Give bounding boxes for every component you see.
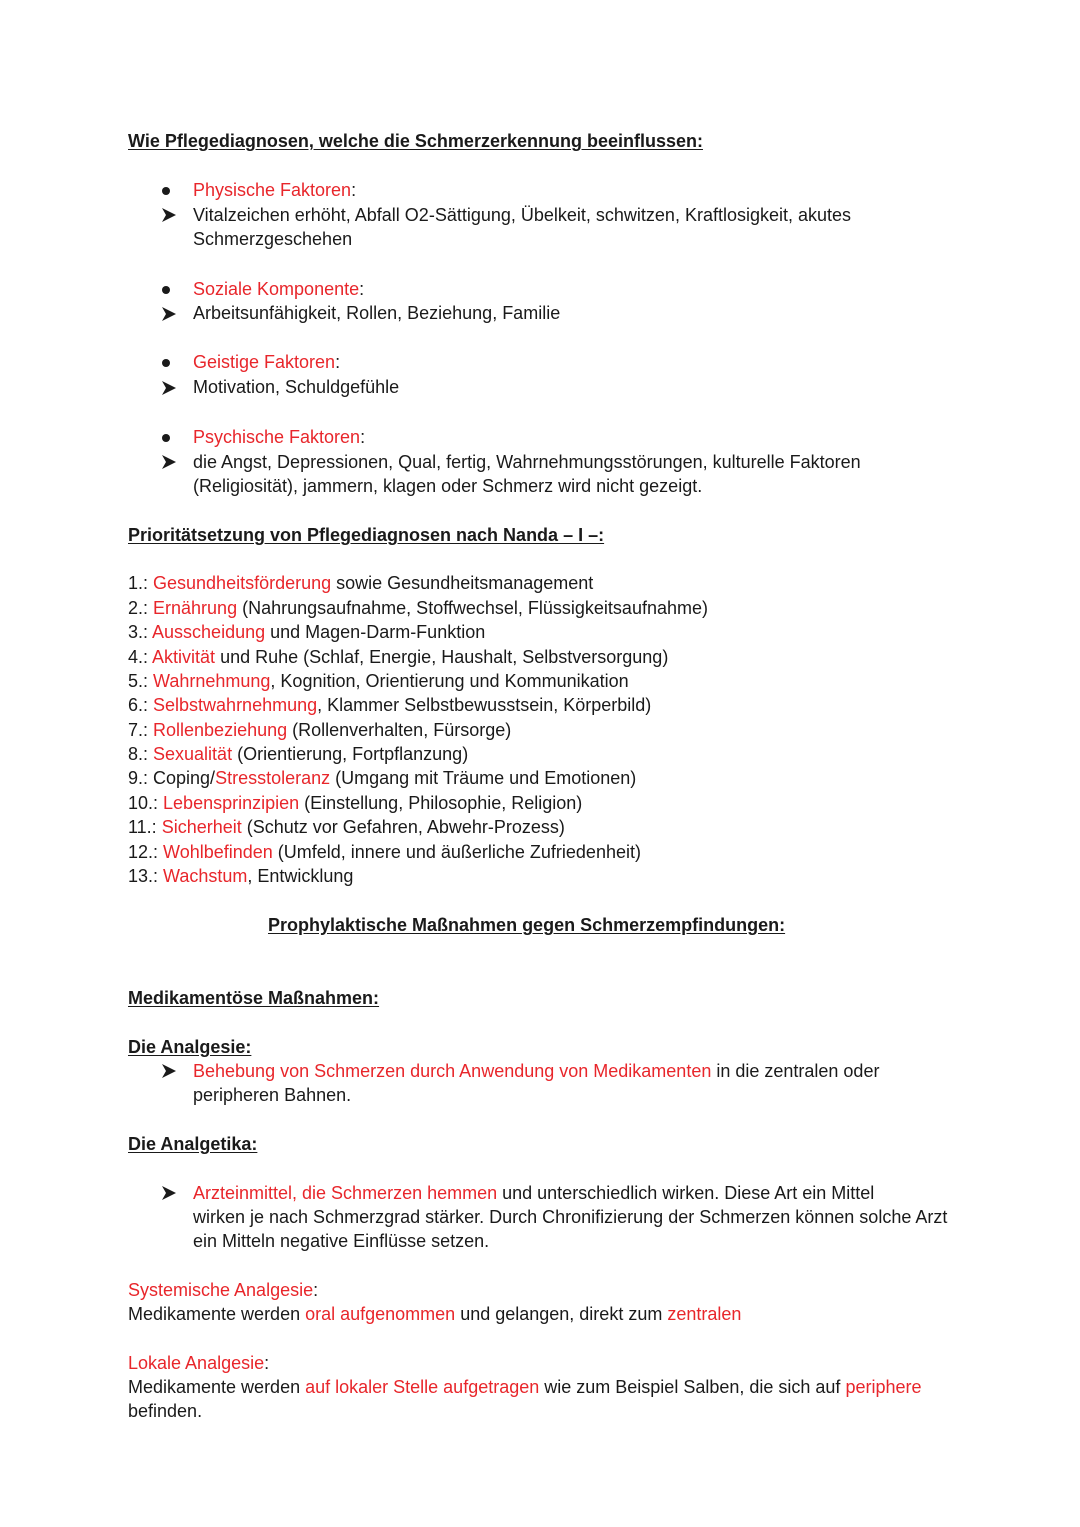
heading-pflegediagnosen: Wie Pflegediagnosen, welche die Schmerzerkennung beeinflussen: xyxy=(128,131,703,151)
list-item: 9.: Coping/Stresstoleranz (Umgang mit Träume und Emotionen) xyxy=(128,768,637,788)
item-text-geistige: Motivation, Schuldgefühle xyxy=(193,377,400,397)
item-title-psychische: Psychische Faktoren: xyxy=(193,427,366,447)
systemische-text: Medikamente werden oral aufgenommen und gelangen, direkt zum zentralen xyxy=(128,1304,742,1324)
bullet-icon xyxy=(162,187,170,195)
list-item: 10.: Lebensprinzipien (Einstellung, Philosophie, Religion) xyxy=(128,793,583,813)
list-item: 13.: Wachstum, Entwicklung xyxy=(128,866,354,886)
list-item: 12.: Wohlbefinden (Umfeld, innere und äußerliche Zufriedenheit) xyxy=(128,842,641,862)
item-text-psychische-2: (Religiosität), jammern, klagen oder Schmerz wird nicht gezeigt. xyxy=(193,476,703,496)
arrow-bullet-icon xyxy=(160,305,178,323)
heading-medikamentoese: Medikamentöse Maßnahmen: xyxy=(128,988,380,1008)
systemische-title: Systemische Analgesie: xyxy=(128,1280,319,1300)
bullet-icon xyxy=(162,286,170,294)
lokale-text-1: Medikamente werden auf lokaler Stelle aufgetragen wie zum Beispiel Salben, die sich auf periphere xyxy=(128,1377,922,1397)
lokale-text-2: befinden. xyxy=(128,1401,203,1421)
list-item: 11.: Sicherheit (Schutz vor Gefahren, Abwehr-Prozess) xyxy=(128,817,565,837)
item-text-physische-1: Vitalzeichen erhöht, Abfall O2-Sättigung, Übelkeit, schwitzen, Kraftlosigkeit, akutes xyxy=(193,205,852,225)
list-item: 8.: Sexualität (Orientierung, Fortpflanzung) xyxy=(128,744,469,764)
item-title-physische: Physische Faktoren: xyxy=(193,180,357,200)
analgetika-text-2: wirken je nach Schmerzgrad stärker. Durch Chronifizierung der Schmerzen können solche Arzt xyxy=(193,1207,948,1227)
list-item: 1.: Gesundheitsförderung sowie Gesundheitsmanagement xyxy=(128,573,594,593)
arrow-bullet-icon xyxy=(160,453,178,471)
bullet-icon xyxy=(162,434,170,442)
analgesie-text-2: peripheren Bahnen. xyxy=(193,1085,352,1105)
heading-analgetika: Die Analgetika: xyxy=(128,1134,258,1154)
item-text-physische-2: Schmerzgeschehen xyxy=(193,229,353,249)
list-item: 6.: Selbstwahrnehmung, Klammer Selbstbewusstsein, Körperbild) xyxy=(128,695,652,715)
arrow-bullet-icon xyxy=(160,1062,178,1080)
list-item: 2.: Ernährung (Nahrungsaufnahme, Stoffwechsel, Flüssigkeitsaufnahme) xyxy=(128,598,708,618)
arrow-bullet-icon xyxy=(160,206,178,224)
arrow-bullet-icon xyxy=(160,1184,178,1202)
item-text-psychische-1: die Angst, Depressionen, Qual, fertig, Wahrnehmungsstörungen, kulturelle Faktoren xyxy=(193,452,861,472)
item-title-soziale: Soziale Komponente: xyxy=(193,279,365,299)
heading-prioritaetsetzung: Prioritätsetzung von Pflegediagnosen nach Nanda – I –: xyxy=(128,525,605,545)
item-title-geistige: Geistige Faktoren: xyxy=(193,352,341,372)
item-text-soziale: Arbeitsunfähigkeit, Rollen, Beziehung, Familie xyxy=(193,303,561,323)
heading-analgesie: Die Analgesie: xyxy=(128,1037,252,1057)
lokale-title: Lokale Analgesie: xyxy=(128,1353,270,1373)
bullet-icon xyxy=(162,359,170,367)
heading-prophylaktische: Prophylaktische Maßnahmen gegen Schmerzempfindungen: xyxy=(268,915,786,935)
analgesie-text-1: Behebung von Schmerzen durch Anwendung von Medikamenten in die zentralen oder xyxy=(193,1061,880,1081)
list-item: 5.: Wahrnehmung, Kognition, Orientierung und Kommunikation xyxy=(128,671,629,691)
arrow-bullet-icon xyxy=(160,379,178,397)
analgetika-text-3: ein Mitteln negative Einflüsse setzen. xyxy=(193,1231,490,1251)
list-item: 7.: Rollenbeziehung (Rollenverhalten, Fürsorge) xyxy=(128,720,512,740)
list-item: 4.: Aktivität und Ruhe (Schlaf, Energie, Haushalt, Selbstversorgung) xyxy=(128,647,669,667)
analgetika-text-1: Arzteinmittel, die Schmerzen hemmen und unterschiedlich wirken. Diese Art ein Mittel xyxy=(193,1183,875,1203)
list-item: 3.: Ausscheidung und Magen-Darm-Funktion xyxy=(128,622,486,642)
